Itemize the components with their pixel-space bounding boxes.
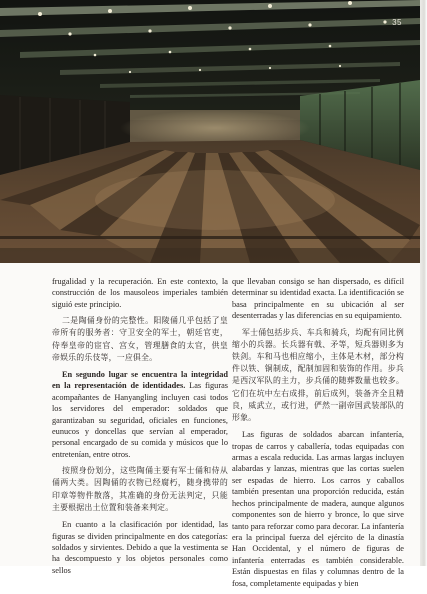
left-paragraph-3-rest: Las figuras acompañantes de Hanyangling incluyen casi todos los servidores del emperador: soldados que garantizaban su seguridad, oficiales en funciones, eunucos y doncellas que servían al emperador, personal encargado de su comida y músicos que lo entretenían, entre otros.: [52, 381, 228, 459]
left-paragraph-5: En cuanto a la clasificación por identidad, las figuras se dividen principalmente en dos categorías: soldados y sirvientes. Debido a que la vestimenta se ha descompuesto y los objetos personales como sellos: [52, 520, 228, 575]
left-paragraph-3: [52, 369, 228, 460]
left-column: [52, 276, 228, 581]
right-paragraph-2-chinese: 军士俑包括步兵、车兵和骑兵，均配有同比例缩小的兵器。长兵器有戟、矛等，短兵器则多为铁剑。车和马也相应缩小，主体是木材，部分构件以铁、铜制成，配制加固和装饰的作用。步兵是西汉军队的主力，步兵俑的随葬数量也较多。它们在坑中左右成排，前后成列，装备齐全且精良，威武立，或行进，俨然一副帝国武装部队的形象。: [232, 327, 404, 423]
museum-excavation-photo: [0, 0, 420, 263]
left-paragraph-2-chinese: 二是陶俑身份的完整性。阳陵俑几乎包括了皇帝所有的服务者：守卫安全的军士，朝廷官吏，侍奉皇帝的宦官、宫女，管理膳食的太官，供皇帝娱乐的乐伎等，一应俱全。: [52, 316, 228, 362]
left-paragraph-3-bold: En segundo lugar se encuentra la integridad en la representación de identidades.: [52, 370, 228, 391]
page-edge: [420, 0, 427, 566]
right-column: [232, 276, 404, 594]
right-paragraph-1: que llevaban consigo se han dispersado, es difícil determinar su identidad exacta. La identificación se basa principalmente en su ubicación al ser desenterradas y las diferencias en su equipamiento.: [232, 277, 404, 321]
right-paragraph-3: Las figuras de soldados abarcan infantería, tropas de carros y caballería, todas equipadas con armas a escala reducida. Las armas largas incluyen alabardas y lanzas, mientras que las cortas suelen ser espadas de hierro. Los carros y caballos también presentan una proporción reducida, están hechos principalmente de madera, aunque algunos componentes son de hierro y bronce, lo que sirve tanto para reforzar como para decorar. La infantería era la principal fuerza del ejército de la dinastía Han Occidental, y el número de figuras de infantería enterradas es también considerable. Están dispuestas en filas y columnas dentro de la fosa, completamente equipadas y bien: [232, 430, 404, 588]
left-paragraph-1: frugalidad y la recuperación. En este contexto, la construcción de los mausoleos imperiales también siguió este principio.: [52, 277, 228, 309]
left-paragraph-4-chinese: 按照身份划分，这些陶俑主要有军士俑和侍从俑两大类。因陶俑的衣物已经腐朽，随身携带的印章等物件散落，其准确的身份无法判定，只能主要根据出土位置和装备来判定。: [52, 466, 228, 512]
page-number: 35: [392, 18, 402, 27]
